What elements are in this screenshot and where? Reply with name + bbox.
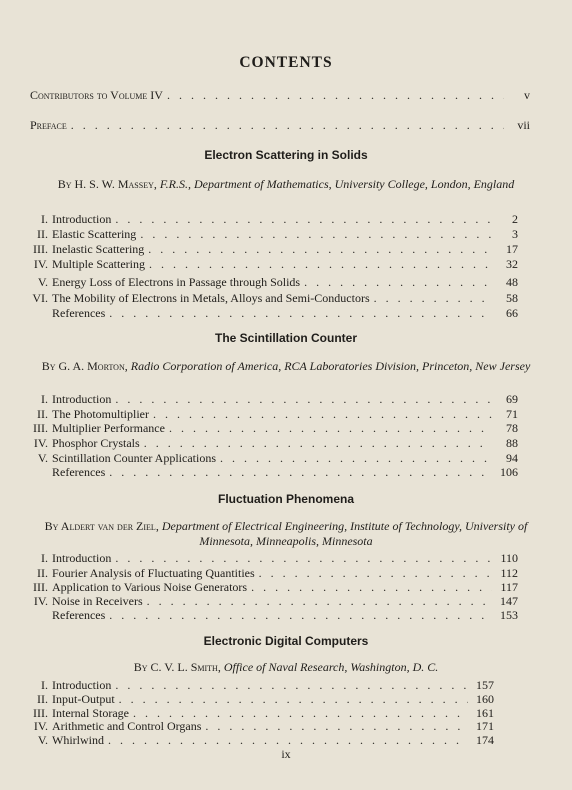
affiliation: Department of Electrical Engineering, Institute of Technology, University of Minnesota, Minneapolis, Minnesota (161, 519, 528, 548)
leader-dots (148, 242, 492, 256)
entry-number: IV. (33, 257, 48, 271)
toc-entry[interactable] (16, 692, 494, 706)
toc-entry[interactable] (16, 733, 494, 747)
entry-number: III. (33, 580, 48, 594)
entry-number: V. (37, 733, 48, 747)
section-title: The Scintillation Counter (214, 331, 357, 345)
entry-page: 117 (500, 580, 518, 594)
toc-entry[interactable] (16, 706, 494, 720)
leader-dots (374, 291, 492, 305)
entry-page: v (524, 88, 530, 102)
entry-page: 58 (506, 291, 518, 305)
author: By G. A. Morton, (41, 359, 128, 373)
entry-number: II. (37, 692, 48, 706)
front-entry[interactable] (30, 88, 530, 102)
entry-title: Inelastic Scattering (52, 242, 145, 256)
leader-dots (220, 451, 492, 465)
entry-title: Introduction (52, 678, 112, 692)
toc-entry[interactable] (16, 212, 518, 226)
toc-entry[interactable] (16, 594, 518, 608)
toc-entry[interactable] (16, 436, 518, 450)
leader-dots (153, 407, 492, 421)
entry-page: 78 (506, 421, 518, 435)
entry-title: Introduction (52, 392, 112, 406)
entry-title: Introduction (52, 551, 112, 565)
entry-page: 66 (506, 306, 518, 320)
leader-dots (119, 692, 468, 706)
leader-dots (149, 257, 492, 271)
entry-number: I. (41, 212, 48, 226)
toc-entry[interactable] (16, 551, 518, 565)
section-title: Electronic Digital Computers (203, 634, 369, 648)
entry-title: Fourier Analysis of Fluctuating Quantities (52, 566, 255, 580)
entry-title: References (52, 306, 106, 320)
leader-dots (167, 88, 504, 102)
author: By Aldert van der Ziel, (44, 519, 159, 533)
leader-dots (115, 678, 468, 692)
entry-title: Energy Loss of Electrons in Passage through Solids (52, 275, 301, 289)
author: By C. V. L. Smith, (133, 660, 221, 674)
entry-page: 153 (500, 608, 518, 622)
entry-page: 32 (506, 257, 518, 271)
entry-page: 94 (506, 451, 518, 465)
leader-dots (115, 212, 492, 226)
entry-page: 106 (500, 465, 518, 479)
entry-page: 88 (506, 436, 518, 450)
entry-title: Preface (30, 118, 67, 132)
entry-title: References (52, 608, 106, 622)
leader-dots (71, 118, 504, 132)
toc-entry[interactable] (16, 451, 518, 465)
entry-page: 2 (512, 212, 518, 226)
toc-entry[interactable] (16, 465, 518, 479)
entry-number: I. (41, 392, 48, 406)
entry-page: 17 (506, 242, 518, 256)
toc-entry[interactable] (16, 257, 518, 271)
section-byline (30, 660, 542, 675)
entry-number: III. (33, 242, 48, 256)
leader-dots (205, 719, 468, 733)
entry-title: Noise in Receivers (52, 594, 143, 608)
entry-number: I. (41, 678, 48, 692)
entry-page: 71 (506, 407, 518, 421)
entry-page: 110 (500, 551, 518, 565)
entry-page: 161 (476, 706, 494, 720)
entry-number: III. (33, 706, 48, 720)
entry-title: The Photomultiplier (52, 407, 149, 421)
affiliation: Radio Corporation of America, RCA Laboratories Division, Princeton, New Jersey (130, 359, 531, 373)
entry-page: 69 (506, 392, 518, 406)
section-byline (30, 519, 542, 549)
entry-title: Phosphor Crystals (52, 436, 140, 450)
leader-dots (147, 594, 492, 608)
author: By H. S. W. Massey, (57, 177, 157, 191)
leader-dots (109, 608, 492, 622)
entry-title: Elastic Scattering (52, 227, 137, 241)
entry-page: 171 (476, 719, 494, 733)
section-title: Electron Scattering in Solids (204, 148, 368, 162)
leader-dots (259, 566, 492, 580)
toc-entry[interactable] (16, 407, 518, 421)
toc-entry[interactable] (16, 392, 518, 406)
leader-dots (115, 392, 492, 406)
entry-title: The Mobility of Electrons in Metals, Alloys and Semi-Conductors (52, 291, 370, 305)
entry-page: 174 (476, 733, 494, 747)
entry-title: Multiple Scattering (52, 257, 145, 271)
toc-entry[interactable] (16, 421, 518, 435)
entry-title: Arithmetic and Control Organs (52, 719, 202, 733)
entry-page: 160 (476, 692, 494, 706)
toc-entry[interactable] (16, 678, 494, 692)
affiliation: F.R.S., Department of Mathematics, University College, London, England (159, 177, 515, 191)
toc-entry[interactable] (16, 242, 518, 256)
entry-number: IV. (33, 436, 48, 450)
toc-entry[interactable] (16, 227, 518, 241)
entry-title: Application to Various Noise Generators (52, 580, 248, 594)
leader-dots (109, 465, 492, 479)
leader-dots (304, 275, 492, 289)
entry-page: 147 (500, 594, 518, 608)
entry-title: Internal Storage (52, 706, 129, 720)
entry-page: 157 (476, 678, 494, 692)
toc-entry[interactable] (16, 291, 518, 305)
leader-dots (140, 227, 492, 241)
entry-title: Introduction (52, 212, 112, 226)
entry-number: VI. (32, 291, 48, 305)
section-byline (30, 177, 542, 192)
entry-number: II. (37, 407, 48, 421)
entry-page: 3 (512, 227, 518, 241)
section-title: Fluctuation Phenomena (217, 492, 354, 506)
toc-entry[interactable] (16, 566, 518, 580)
toc-entry[interactable] (16, 608, 518, 622)
entry-number: V. (37, 451, 48, 465)
entry-page: vii (517, 118, 530, 132)
toc-entry[interactable] (16, 275, 518, 289)
entry-number: II. (37, 227, 48, 241)
leader-dots (109, 306, 492, 320)
section-byline (30, 359, 542, 374)
leader-dots (144, 436, 492, 450)
entry-number: V. (37, 275, 48, 289)
entry-number: II. (37, 566, 48, 580)
entry-page: 48 (506, 275, 518, 289)
toc-entry[interactable] (16, 580, 518, 594)
leader-dots (169, 421, 492, 435)
entry-title: Scintillation Counter Applications (52, 451, 216, 465)
entry-page: 112 (500, 566, 518, 580)
leader-dots (115, 551, 492, 565)
entry-title: Input-Output (52, 692, 115, 706)
leader-dots (251, 580, 492, 594)
page-heading: CONTENTS (239, 54, 333, 71)
entry-number: I. (41, 551, 48, 565)
toc-entry[interactable] (16, 719, 494, 733)
entry-number: III. (33, 421, 48, 435)
toc-entry[interactable] (16, 306, 518, 320)
entry-number: IV. (33, 594, 48, 608)
leader-dots (108, 733, 468, 747)
affiliation: Office of Naval Research, Washington, D. C. (223, 660, 439, 674)
entry-title: Multiplier Performance (52, 421, 165, 435)
entry-number: IV. (33, 719, 48, 733)
front-entry[interactable] (30, 118, 530, 132)
entry-title: Contributors to Volume IV (30, 88, 163, 102)
entry-title: References (52, 465, 106, 479)
page-number: ix (281, 747, 291, 761)
entry-title: Whirlwind (52, 733, 104, 747)
leader-dots (133, 706, 468, 720)
